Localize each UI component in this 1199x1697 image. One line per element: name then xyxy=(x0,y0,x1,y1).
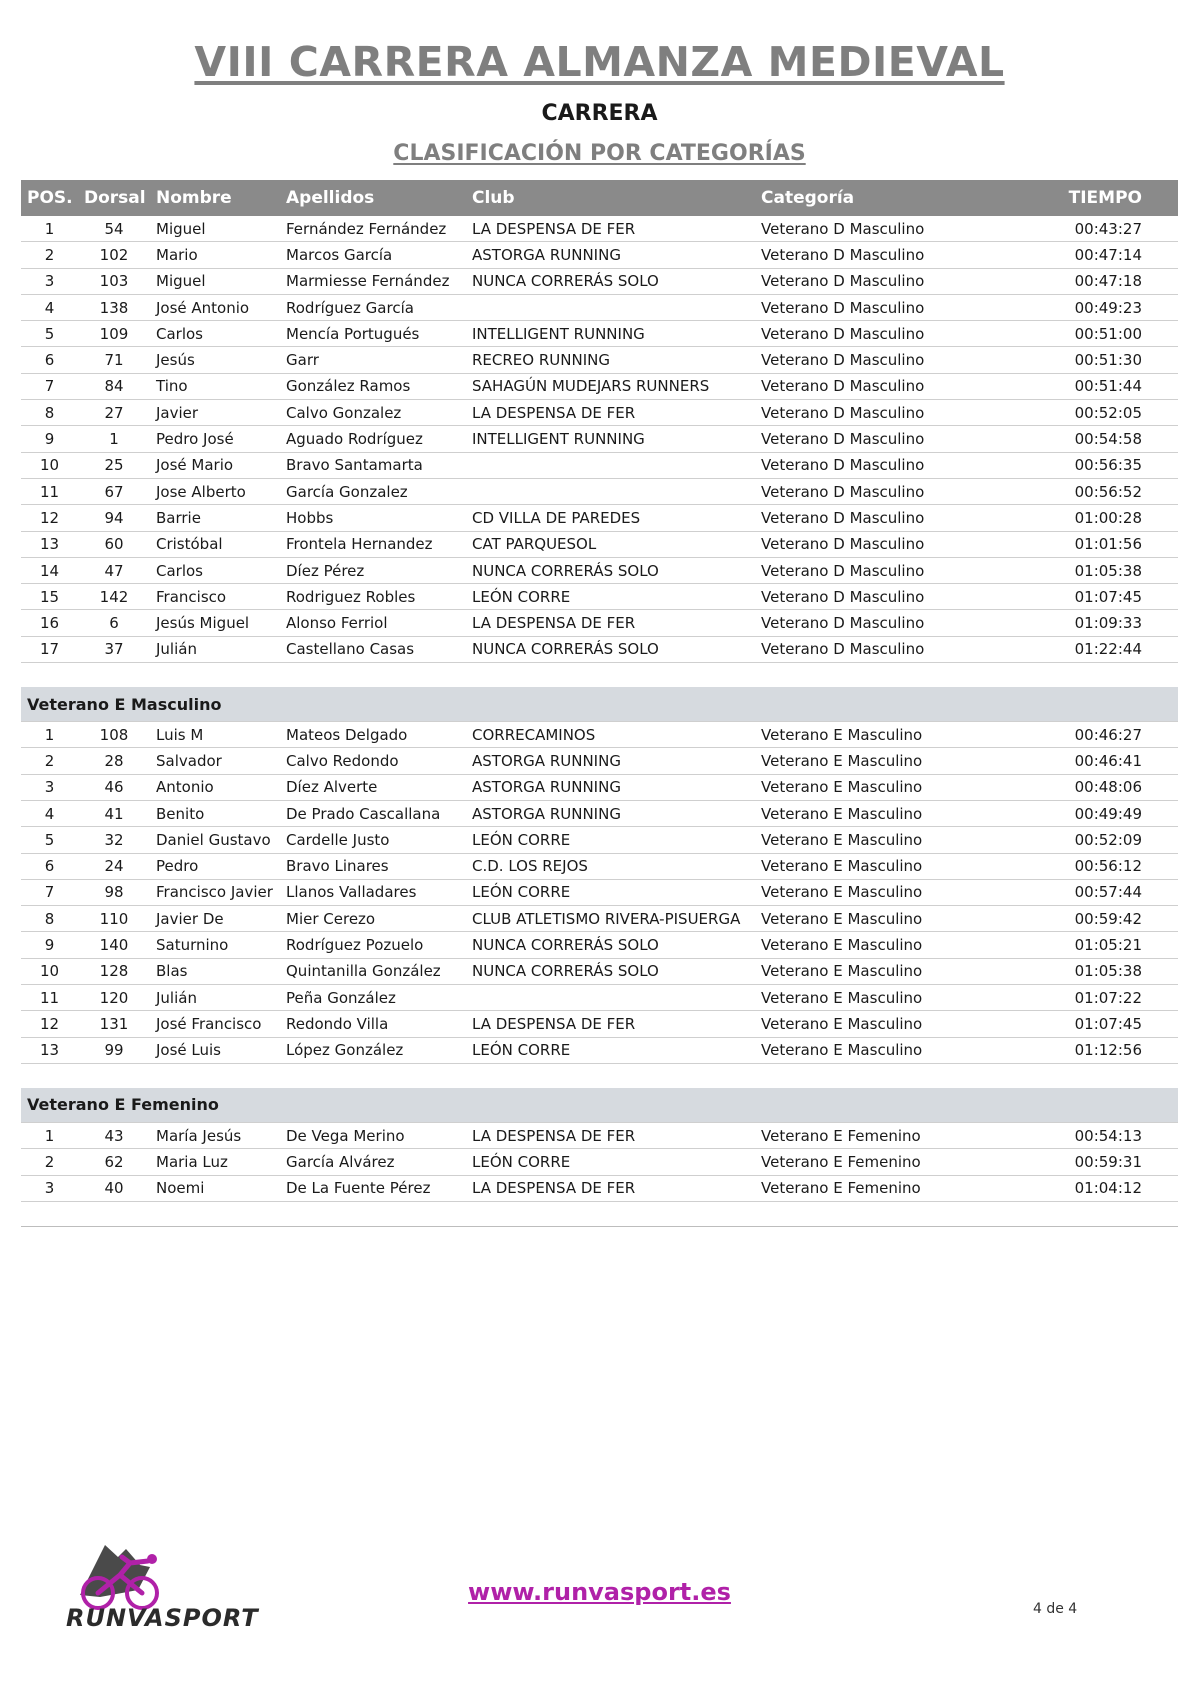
cell-categoria: Veterano D Masculino xyxy=(755,426,989,452)
table-row xyxy=(21,452,1178,478)
cell-apellidos: Cardelle Justo xyxy=(280,827,466,853)
race-subtitle: CARRERA xyxy=(541,101,658,126)
cell-categoria: Veterano D Masculino xyxy=(755,584,989,610)
cell-categoria: Veterano D Masculino xyxy=(755,452,989,478)
table-row xyxy=(21,748,1178,774)
cell-pos: 1 xyxy=(21,722,78,748)
cell-categoria: Veterano D Masculino xyxy=(755,557,989,583)
cell-nombre: Francisco xyxy=(150,584,280,610)
table-row xyxy=(21,853,1178,879)
cell-nombre: Benito xyxy=(150,800,280,826)
cell-club: RECREO RUNNING xyxy=(466,347,755,373)
cell-tiempo: 01:00:28 xyxy=(989,505,1178,531)
cell-pos: 8 xyxy=(21,400,78,426)
cell-pos: 2 xyxy=(21,748,78,774)
cell-tiempo: 00:46:41 xyxy=(989,748,1178,774)
cell-club: SAHAGÚN MUDEJARS RUNNERS xyxy=(466,373,755,399)
cell-dorsal: 94 xyxy=(78,505,150,531)
cell-tiempo: 01:22:44 xyxy=(989,636,1178,662)
cell-dorsal: 140 xyxy=(78,932,150,958)
cell-club: LEÓN CORRE xyxy=(466,879,755,905)
cell-categoria: Veterano E Masculino xyxy=(755,985,989,1011)
cell-club: CORRECAMINOS xyxy=(466,722,755,748)
cell-categoria: Veterano D Masculino xyxy=(755,531,989,557)
cell-categoria: Veterano E Femenino xyxy=(755,1175,989,1201)
cell-tiempo: 00:52:09 xyxy=(989,827,1178,853)
cell-club: CLUB ATLETISMO RIVERA-PISUERGA xyxy=(466,906,755,932)
col-header-categoria: Categoría xyxy=(755,180,989,216)
cell-apellidos: Calvo Redondo xyxy=(280,748,466,774)
cell-apellidos: García Gonzalez xyxy=(280,478,466,504)
cell-pos: 1 xyxy=(21,216,78,242)
cell-pos: 12 xyxy=(21,505,78,531)
cell-nombre: Javier xyxy=(150,400,280,426)
category-title: Veterano E Femenino xyxy=(21,1088,1178,1123)
cell-club: ASTORGA RUNNING xyxy=(466,748,755,774)
cell-club: ASTORGA RUNNING xyxy=(466,242,755,268)
cell-tiempo: 00:49:23 xyxy=(989,294,1178,320)
cell-pos: 4 xyxy=(21,800,78,826)
cell-pos: 11 xyxy=(21,985,78,1011)
cell-tiempo: 00:59:42 xyxy=(989,906,1178,932)
cell-club: LA DESPENSA DE FER xyxy=(466,1175,755,1201)
cell-dorsal: 142 xyxy=(78,584,150,610)
cell-categoria: Veterano E Masculino xyxy=(755,827,989,853)
cell-tiempo: 00:57:44 xyxy=(989,879,1178,905)
cell-nombre: José Antonio xyxy=(150,294,280,320)
table-row xyxy=(21,1037,1178,1063)
cell-categoria: Veterano E Masculino xyxy=(755,1037,989,1063)
table-row xyxy=(21,1122,1178,1148)
cell-tiempo: 01:07:22 xyxy=(989,985,1178,1011)
cell-nombre: Pedro xyxy=(150,853,280,879)
cell-apellidos: Redondo Villa xyxy=(280,1011,466,1037)
cell-nombre: Antonio xyxy=(150,774,280,800)
cell-tiempo: 00:47:18 xyxy=(989,268,1178,294)
cell-nombre: Barrie xyxy=(150,505,280,531)
cell-nombre: Luis M xyxy=(150,722,280,748)
cell-nombre: Carlos xyxy=(150,321,280,347)
table-row xyxy=(21,636,1178,662)
cell-dorsal: 99 xyxy=(78,1037,150,1063)
cell-dorsal: 25 xyxy=(78,452,150,478)
table-row xyxy=(21,584,1178,610)
cell-nombre: Javier De xyxy=(150,906,280,932)
cell-apellidos: Marcos García xyxy=(280,242,466,268)
category-title: Veterano E Masculino xyxy=(21,687,1178,722)
cell-dorsal: 24 xyxy=(78,853,150,879)
cell-club: ASTORGA RUNNING xyxy=(466,774,755,800)
cell-categoria: Veterano D Masculino xyxy=(755,610,989,636)
table-row xyxy=(21,505,1178,531)
cell-pos: 10 xyxy=(21,452,78,478)
cell-tiempo: 00:59:31 xyxy=(989,1149,1178,1175)
cell-tiempo: 00:43:27 xyxy=(989,216,1178,242)
cell-dorsal: 37 xyxy=(78,636,150,662)
cell-apellidos: López González xyxy=(280,1037,466,1063)
cell-categoria: Veterano D Masculino xyxy=(755,216,989,242)
cell-categoria: Veterano D Masculino xyxy=(755,373,989,399)
table-row xyxy=(21,294,1178,320)
cell-apellidos: Fernández Fernández xyxy=(280,216,466,242)
page-number: 4 de 4 xyxy=(1033,1601,1078,1617)
cell-pos: 9 xyxy=(21,932,78,958)
cell-nombre: Blas xyxy=(150,958,280,984)
cell-pos: 1 xyxy=(21,1122,78,1148)
cell-tiempo: 00:56:35 xyxy=(989,452,1178,478)
cell-nombre: Miguel xyxy=(150,216,280,242)
table-row xyxy=(21,268,1178,294)
cell-pos: 6 xyxy=(21,853,78,879)
cell-pos: 13 xyxy=(21,531,78,557)
table-row xyxy=(21,906,1178,932)
group-spacer xyxy=(21,663,1178,688)
cell-nombre: Julián xyxy=(150,636,280,662)
cell-tiempo: 00:47:14 xyxy=(989,242,1178,268)
cell-nombre: Miguel xyxy=(150,268,280,294)
col-header-nombre: Nombre xyxy=(150,180,280,216)
cell-dorsal: 41 xyxy=(78,800,150,826)
table-row xyxy=(21,958,1178,984)
cell-pos: 3 xyxy=(21,774,78,800)
table-row xyxy=(21,800,1178,826)
cell-apellidos: De Prado Cascallana xyxy=(280,800,466,826)
cell-categoria: Veterano E Masculino xyxy=(755,958,989,984)
table-row xyxy=(21,774,1178,800)
cell-pos: 2 xyxy=(21,1149,78,1175)
cell-apellidos: García Alvárez xyxy=(280,1149,466,1175)
cell-apellidos: Díez Pérez xyxy=(280,557,466,583)
cell-pos: 7 xyxy=(21,879,78,905)
cell-apellidos: González Ramos xyxy=(280,373,466,399)
cell-apellidos: Llanos Valladares xyxy=(280,879,466,905)
cell-apellidos: Rodríguez Pozuelo xyxy=(280,932,466,958)
cell-dorsal: 102 xyxy=(78,242,150,268)
cell-tiempo: 00:51:00 xyxy=(989,321,1178,347)
cell-categoria: Veterano E Masculino xyxy=(755,722,989,748)
cell-pos: 2 xyxy=(21,242,78,268)
cell-categoria: Veterano E Masculino xyxy=(755,879,989,905)
logo-wordmark: RUNVASPORT xyxy=(66,1604,259,1632)
cell-tiempo: 00:54:13 xyxy=(989,1122,1178,1148)
cell-club: NUNCA CORRERÁS SOLO xyxy=(466,932,755,958)
cell-apellidos: Marmiesse Fernández xyxy=(280,268,466,294)
cell-club: ASTORGA RUNNING xyxy=(466,800,755,826)
cell-categoria: Veterano D Masculino xyxy=(755,505,989,531)
cell-dorsal: 6 xyxy=(78,610,150,636)
cell-dorsal: 27 xyxy=(78,400,150,426)
cell-dorsal: 84 xyxy=(78,373,150,399)
cell-tiempo: 01:09:33 xyxy=(989,610,1178,636)
cell-categoria: Veterano E Masculino xyxy=(755,774,989,800)
cell-tiempo: 01:12:56 xyxy=(989,1037,1178,1063)
results-table xyxy=(21,180,1178,1227)
table-row xyxy=(21,1011,1178,1037)
cell-club: NUNCA CORRERÁS SOLO xyxy=(466,268,755,294)
cell-apellidos: Calvo Gonzalez xyxy=(280,400,466,426)
cell-categoria: Veterano E Masculino xyxy=(755,800,989,826)
cell-categoria: Veterano D Masculino xyxy=(755,400,989,426)
cell-pos: 6 xyxy=(21,347,78,373)
cell-categoria: Veterano D Masculino xyxy=(755,347,989,373)
cell-dorsal: 103 xyxy=(78,268,150,294)
cell-pos: 11 xyxy=(21,478,78,504)
cell-pos: 3 xyxy=(21,1175,78,1201)
cell-nombre: Francisco Javier xyxy=(150,879,280,905)
cell-nombre: Julián xyxy=(150,985,280,1011)
cell-nombre: Jose Alberto xyxy=(150,478,280,504)
cell-apellidos: Peña González xyxy=(280,985,466,1011)
cell-dorsal: 120 xyxy=(78,985,150,1011)
cell-dorsal: 43 xyxy=(78,1122,150,1148)
table-row xyxy=(21,932,1178,958)
cell-club: LA DESPENSA DE FER xyxy=(466,1122,755,1148)
cell-nombre: Cristóbal xyxy=(150,531,280,557)
cell-apellidos: Hobbs xyxy=(280,505,466,531)
cell-nombre: Jesús Miguel xyxy=(150,610,280,636)
cell-club: INTELLIGENT RUNNING xyxy=(466,426,755,452)
cell-categoria: Veterano D Masculino xyxy=(755,242,989,268)
col-header-dorsal: Dorsal xyxy=(78,180,150,216)
cell-apellidos: Rodríguez García xyxy=(280,294,466,320)
cell-tiempo: 01:04:12 xyxy=(989,1175,1178,1201)
cell-club: LA DESPENSA DE FER xyxy=(466,400,755,426)
cell-tiempo: 00:51:30 xyxy=(989,347,1178,373)
table-row xyxy=(21,478,1178,504)
cell-tiempo: 01:01:56 xyxy=(989,531,1178,557)
table-row xyxy=(21,400,1178,426)
cell-nombre: Salvador xyxy=(150,748,280,774)
cell-dorsal: 131 xyxy=(78,1011,150,1037)
results-body xyxy=(21,216,1178,1226)
cell-club xyxy=(466,985,755,1011)
cell-categoria: Veterano E Masculino xyxy=(755,748,989,774)
table-header-row xyxy=(21,180,1178,216)
table-row xyxy=(21,610,1178,636)
cell-apellidos: Quintanilla González xyxy=(280,958,466,984)
category-header-row xyxy=(21,687,1178,722)
table-row xyxy=(21,531,1178,557)
table-row xyxy=(21,827,1178,853)
cell-apellidos: De La Fuente Pérez xyxy=(280,1175,466,1201)
cell-apellidos: Frontela Hernandez xyxy=(280,531,466,557)
group-spacer xyxy=(21,1063,1178,1088)
cell-pos: 5 xyxy=(21,827,78,853)
cell-apellidos: Bravo Santamarta xyxy=(280,452,466,478)
cell-tiempo: 00:46:27 xyxy=(989,722,1178,748)
cell-tiempo: 00:49:49 xyxy=(989,800,1178,826)
section-heading: CLASIFICACIÓN POR CATEGORÍAS xyxy=(393,141,806,166)
cell-tiempo: 01:05:38 xyxy=(989,958,1178,984)
cell-categoria: Veterano D Masculino xyxy=(755,478,989,504)
cell-nombre: Carlos xyxy=(150,557,280,583)
cell-categoria: Veterano D Masculino xyxy=(755,294,989,320)
cell-club: CD VILLA DE PAREDES xyxy=(466,505,755,531)
cell-nombre: José Luis xyxy=(150,1037,280,1063)
cell-apellidos: Bravo Linares xyxy=(280,853,466,879)
cell-club: LEÓN CORRE xyxy=(466,1149,755,1175)
cell-pos: 17 xyxy=(21,636,78,662)
cell-nombre: María Jesús xyxy=(150,1122,280,1148)
cell-club: CAT PARQUESOL xyxy=(466,531,755,557)
table-row xyxy=(21,879,1178,905)
cell-pos: 7 xyxy=(21,373,78,399)
cell-apellidos: Mencía Portugués xyxy=(280,321,466,347)
category-header-row xyxy=(21,1088,1178,1123)
cell-nombre: Daniel Gustavo xyxy=(150,827,280,853)
cell-nombre: Maria Luz xyxy=(150,1149,280,1175)
cell-dorsal: 40 xyxy=(78,1175,150,1201)
cell-dorsal: 47 xyxy=(78,557,150,583)
cell-dorsal: 110 xyxy=(78,906,150,932)
cell-pos: 10 xyxy=(21,958,78,984)
table-row xyxy=(21,985,1178,1011)
cell-tiempo: 00:54:58 xyxy=(989,426,1178,452)
document-title: VIII CARRERA ALMANZA MEDIEVAL xyxy=(194,38,1005,86)
cell-pos: 15 xyxy=(21,584,78,610)
table-row xyxy=(21,1175,1178,1201)
rider-head xyxy=(147,1554,157,1564)
cell-pos: 16 xyxy=(21,610,78,636)
cell-pos: 4 xyxy=(21,294,78,320)
table-row xyxy=(21,722,1178,748)
cell-nombre: Pedro José xyxy=(150,426,280,452)
cell-apellidos: Alonso Ferriol xyxy=(280,610,466,636)
cell-club xyxy=(466,478,755,504)
cell-categoria: Veterano E Femenino xyxy=(755,1122,989,1148)
cell-apellidos: De Vega Merino xyxy=(280,1122,466,1148)
cell-pos: 12 xyxy=(21,1011,78,1037)
table-row xyxy=(21,557,1178,583)
cell-nombre: Jesús xyxy=(150,347,280,373)
cell-categoria: Veterano D Masculino xyxy=(755,636,989,662)
cell-club: NUNCA CORRERÁS SOLO xyxy=(466,958,755,984)
cell-club: NUNCA CORRERÁS SOLO xyxy=(466,636,755,662)
cell-nombre: Tino xyxy=(150,373,280,399)
cell-nombre: Mario xyxy=(150,242,280,268)
cell-club: C.D. LOS REJOS xyxy=(466,853,755,879)
cell-tiempo: 01:05:21 xyxy=(989,932,1178,958)
cell-nombre: Noemi xyxy=(150,1175,280,1201)
col-header-pos: POS. xyxy=(21,180,78,216)
cell-dorsal: 1 xyxy=(78,426,150,452)
cell-tiempo: 01:05:38 xyxy=(989,557,1178,583)
cell-categoria: Veterano E Masculino xyxy=(755,906,989,932)
cell-categoria: Veterano E Femenino xyxy=(755,1149,989,1175)
cell-apellidos: Mateos Delgado xyxy=(280,722,466,748)
cell-club: INTELLIGENT RUNNING xyxy=(466,321,755,347)
table-row xyxy=(21,1149,1178,1175)
cell-apellidos: Castellano Casas xyxy=(280,636,466,662)
cell-dorsal: 71 xyxy=(78,347,150,373)
cell-apellidos: Mier Cerezo xyxy=(280,906,466,932)
table-row xyxy=(21,216,1178,242)
cell-apellidos: Rodriguez Robles xyxy=(280,584,466,610)
cell-dorsal: 109 xyxy=(78,321,150,347)
cell-tiempo: 00:56:52 xyxy=(989,478,1178,504)
cell-pos: 9 xyxy=(21,426,78,452)
cell-dorsal: 28 xyxy=(78,748,150,774)
cell-categoria: Veterano E Masculino xyxy=(755,1011,989,1037)
cell-club: LEÓN CORRE xyxy=(466,827,755,853)
cell-apellidos: Garr xyxy=(280,347,466,373)
col-header-tiempo: TIEMPO xyxy=(989,180,1178,216)
cell-categoria: Veterano E Masculino xyxy=(755,853,989,879)
cell-tiempo: 01:07:45 xyxy=(989,584,1178,610)
cell-dorsal: 67 xyxy=(78,478,150,504)
cell-tiempo: 00:52:05 xyxy=(989,400,1178,426)
cell-club: LEÓN CORRE xyxy=(466,584,755,610)
table-row xyxy=(21,321,1178,347)
table-row xyxy=(21,347,1178,373)
cell-pos: 14 xyxy=(21,557,78,583)
cell-apellidos: Aguado Rodríguez xyxy=(280,426,466,452)
cell-nombre: José Mario xyxy=(150,452,280,478)
cell-tiempo: 01:07:45 xyxy=(989,1011,1178,1037)
cell-dorsal: 46 xyxy=(78,774,150,800)
table-end-spacer xyxy=(21,1201,1178,1226)
cell-club xyxy=(466,452,755,478)
cell-dorsal: 98 xyxy=(78,879,150,905)
table-row xyxy=(21,426,1178,452)
cell-tiempo: 00:48:06 xyxy=(989,774,1178,800)
website-link[interactable]: www.runvasport.es xyxy=(468,1578,731,1606)
cell-club: LA DESPENSA DE FER xyxy=(466,610,755,636)
cell-categoria: Veterano E Masculino xyxy=(755,932,989,958)
cell-dorsal: 108 xyxy=(78,722,150,748)
cell-dorsal: 138 xyxy=(78,294,150,320)
cell-categoria: Veterano D Masculino xyxy=(755,268,989,294)
cell-dorsal: 32 xyxy=(78,827,150,853)
table-row xyxy=(21,373,1178,399)
cell-nombre: Saturnino xyxy=(150,932,280,958)
cell-categoria: Veterano D Masculino xyxy=(755,321,989,347)
cell-club: LEÓN CORRE xyxy=(466,1037,755,1063)
cell-dorsal: 54 xyxy=(78,216,150,242)
col-header-apellidos: Apellidos xyxy=(280,180,466,216)
cell-tiempo: 00:51:44 xyxy=(989,373,1178,399)
table-row xyxy=(21,242,1178,268)
cell-dorsal: 60 xyxy=(78,531,150,557)
cell-pos: 5 xyxy=(21,321,78,347)
cell-pos: 8 xyxy=(21,906,78,932)
cell-club: LA DESPENSA DE FER xyxy=(466,1011,755,1037)
cell-dorsal: 62 xyxy=(78,1149,150,1175)
cell-pos: 3 xyxy=(21,268,78,294)
cell-club: LA DESPENSA DE FER xyxy=(466,216,755,242)
cell-dorsal: 128 xyxy=(78,958,150,984)
cell-apellidos: Díez Alverte xyxy=(280,774,466,800)
cell-club xyxy=(466,294,755,320)
cell-nombre: José Francisco xyxy=(150,1011,280,1037)
col-header-club: Club xyxy=(466,180,755,216)
cell-tiempo: 00:56:12 xyxy=(989,853,1178,879)
cell-club: NUNCA CORRERÁS SOLO xyxy=(466,557,755,583)
cell-pos: 13 xyxy=(21,1037,78,1063)
